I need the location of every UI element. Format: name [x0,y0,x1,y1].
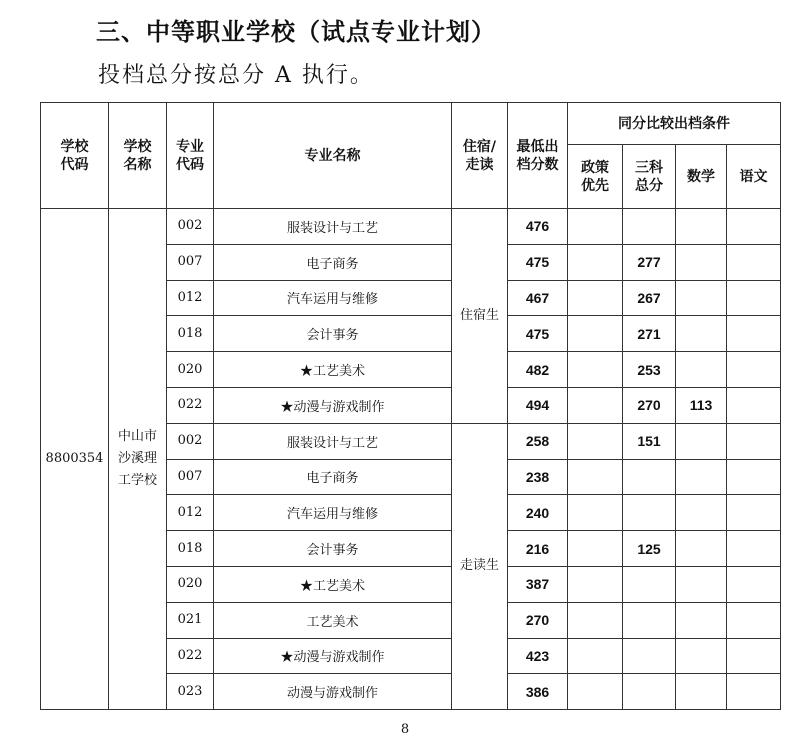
policy-priority-cell [568,316,623,352]
math-cell [676,209,727,245]
lodging-day-cell: 走读生 [452,423,508,709]
school-code-cell: 8800354 [41,209,109,710]
three-subject-cell [623,459,676,495]
policy-priority-cell [568,531,623,567]
min-score-cell: 467 [508,280,568,316]
major-code-cell: 002 [167,209,214,245]
three-subject-cell [623,495,676,531]
min-score-cell: 216 [508,531,568,567]
min-score-cell: 270 [508,602,568,638]
three-subject-cell: 125 [623,531,676,567]
lodging-boarding-cell: 住宿生 [452,209,508,424]
min-score-cell: 238 [508,459,568,495]
section-heading: 三、中等职业学校（试点专业计划） [96,18,496,46]
chinese-cell [727,566,781,602]
policy-priority-cell [568,602,623,638]
major-name-cell: ★动漫与游戏制作 [214,638,452,674]
major-name-cell: ★动漫与游戏制作 [214,387,452,423]
three-subject-cell: 277 [623,244,676,280]
policy-priority-cell [568,352,623,388]
min-score-cell: 482 [508,352,568,388]
min-score-cell: 240 [508,495,568,531]
min-score-cell: 475 [508,244,568,280]
three-subject-cell [623,638,676,674]
major-name-cell: 汽车运用与维修 [214,280,452,316]
major-name-cell: 电子商务 [214,244,452,280]
min-score-cell: 475 [508,316,568,352]
policy-priority-cell [568,209,623,245]
chinese-cell [727,423,781,459]
policy-priority-cell [568,280,623,316]
major-code-cell: 012 [167,495,214,531]
section-note: 投档总分按总分 A 执行。 [98,63,374,88]
math-cell [676,638,727,674]
policy-priority-cell [568,423,623,459]
major-name-cell: 会计事务 [214,531,452,567]
chinese-cell [727,638,781,674]
math-cell [676,280,727,316]
major-name-cell: 汽车运用与维修 [214,495,452,531]
major-code-cell: 023 [167,674,214,710]
math-cell [676,495,727,531]
major-code-cell: 020 [167,566,214,602]
major-name-cell: 服装设计与工艺 [214,423,452,459]
major-name-cell: 电子商务 [214,459,452,495]
major-name-cell: 工艺美术 [214,602,452,638]
major-name-cell: 服装设计与工艺 [214,209,452,245]
major-code-cell: 022 [167,638,214,674]
math-cell [676,566,727,602]
chinese-cell [727,674,781,710]
min-score-cell: 494 [508,387,568,423]
chinese-cell [727,602,781,638]
chinese-cell [727,244,781,280]
three-subject-cell: 270 [623,387,676,423]
header-major-code: 专业代码 [167,103,214,209]
header-chinese: 语文 [727,145,781,209]
math-cell [676,352,727,388]
policy-priority-cell [568,244,623,280]
major-code-cell: 020 [167,352,214,388]
school-name-text: 中山市沙溪理工学校 [118,429,158,489]
major-name-cell: 动漫与游戏制作 [214,674,452,710]
min-score-cell: 423 [508,638,568,674]
three-subject-cell [623,674,676,710]
major-code-cell: 018 [167,531,214,567]
three-subject-cell: 151 [623,423,676,459]
math-cell [676,531,727,567]
chinese-cell [727,209,781,245]
major-code-cell: 007 [167,244,214,280]
math-cell: 113 [676,387,727,423]
header-tie-conditions: 同分比较出档条件 [568,103,781,145]
major-code-cell: 018 [167,316,214,352]
admission-plan-table [40,102,781,710]
school-name-cell [109,209,167,710]
policy-priority-cell [568,387,623,423]
three-subject-cell [623,566,676,602]
math-cell [676,602,727,638]
major-name-cell: ★工艺美术 [214,352,452,388]
policy-priority-cell [568,674,623,710]
major-code-cell: 012 [167,280,214,316]
three-subject-cell [623,602,676,638]
policy-priority-cell [568,495,623,531]
chinese-cell [727,280,781,316]
three-subject-cell [623,209,676,245]
math-cell [676,316,727,352]
header-math: 数学 [676,145,727,209]
chinese-cell [727,495,781,531]
three-subject-cell: 271 [623,316,676,352]
header-school-name: 学校名称 [109,103,167,209]
math-cell [676,459,727,495]
major-code-cell: 022 [167,387,214,423]
page-number: 8 [400,722,410,737]
math-cell [676,244,727,280]
header-min-score: 最低出档分数 [508,103,568,209]
min-score-cell: 258 [508,423,568,459]
math-cell [676,674,727,710]
three-subject-cell: 267 [623,280,676,316]
major-name-cell: 会计事务 [214,316,452,352]
chinese-cell [727,387,781,423]
header-row-1 [41,103,781,145]
table-row [41,209,781,245]
header-policy-priority: 政策优先 [568,145,623,209]
header-major-name: 专业名称 [214,103,452,209]
math-cell [676,423,727,459]
three-subject-cell: 253 [623,352,676,388]
chinese-cell [727,316,781,352]
chinese-cell [727,352,781,388]
chinese-cell [727,531,781,567]
major-code-cell: 021 [167,602,214,638]
major-code-cell: 007 [167,459,214,495]
header-lodging: 住宿/走读 [452,103,508,209]
policy-priority-cell [568,566,623,602]
min-score-cell: 386 [508,674,568,710]
policy-priority-cell [568,459,623,495]
header-school-code: 学校代码 [41,103,109,209]
chinese-cell [727,459,781,495]
major-code-cell: 002 [167,423,214,459]
min-score-cell: 387 [508,566,568,602]
min-score-cell: 476 [508,209,568,245]
header-three-subject-total: 三科总分 [623,145,676,209]
policy-priority-cell [568,638,623,674]
major-name-cell: ★工艺美术 [214,566,452,602]
